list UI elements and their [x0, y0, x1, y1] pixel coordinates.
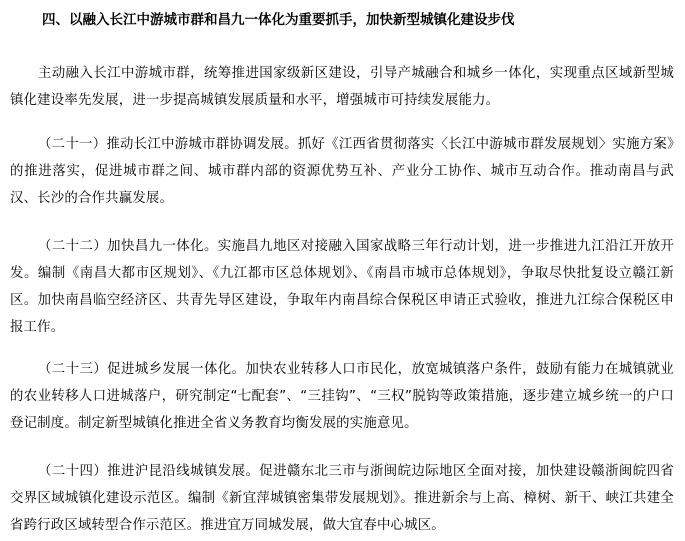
- paragraph-item-22: （二十二）加快昌九一体化。实施昌九地区对接融入国家战略三年行动计划，进一步推进九江沿江开放开发。编制《南昌大都市区规划》、《九江都市区总体规划》、《南昌市城市总体规划》，争取尽快批复设立赣江新区。加快南昌临空经济区、共青先导区建设，争取年内南昌综合保税区申请正式验收，推进九江综合保税区申报工作。: [10, 239, 674, 335]
- section-heading: 四、以融入长江中游城市群和昌九一体化为重要抓手，加快新型城镇化建设步伐: [42, 12, 515, 28]
- paragraph-intro: 主动融入长江中游城市群，统筹推进国家级新区建设，引导产城融合和城乡一体化，实现重点区域新型城镇化建设率先发展，进一步提高城镇发展质量和水平，增强城市可持续发展能力。: [10, 66, 674, 108]
- paragraph-item-21: （二十一）推动长江中游城市群协调发展。抓好《江西省贯彻落实〈长江中游城市群发展规划〉实施方案》的推进落实，促进城市群之间、城市群内部的资源优势互补、产业分工协作、城市互动合作。推动南昌与武汉、长沙的合作共赢发展。: [10, 137, 674, 206]
- paragraph-item-24: （二十四）推进沪昆沿线城镇发展。促进赣东北三市与浙闽皖边际地区全面对接，加快建设赣浙闽皖四省交界区域城镇化建设示范区。编制《新宜萍城镇密集带发展规划》。推进新余与上高、樟树、新干、峡江共建全省跨行政区域转型合作示范区。推进宜万同城发展，做大宜春中心城区。: [10, 464, 674, 533]
- paragraph-item-23: （二十三）促进城乡发展一体化。加快农业转移人口市民化，放宽城镇落户条件，鼓励有能力在城镇就业的农业转移人口进城落户，研究制定“七配套”、“三挂钩”、“三权”脱钩等政策措施，逐步建立城乡统一的户口登记制度。制定新型城镇化推进全省义务教育均衡发展的实施意见。: [10, 362, 674, 431]
